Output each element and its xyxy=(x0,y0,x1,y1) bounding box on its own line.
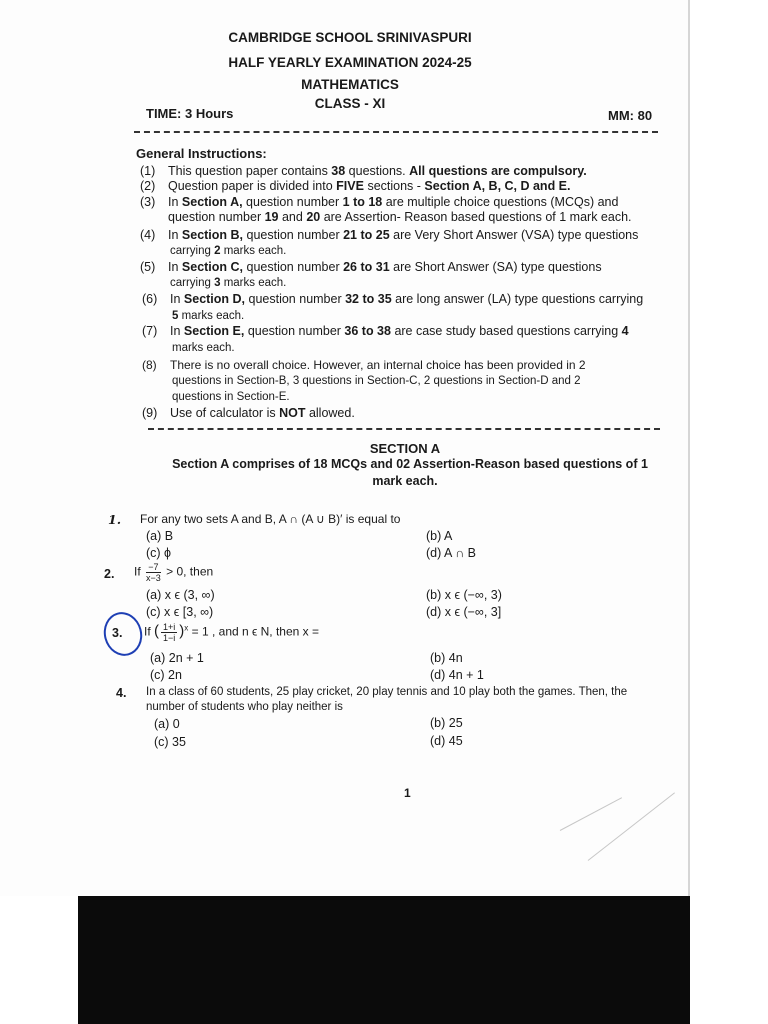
question-2-text: If $\frac{-7}{x-3}$ > 0, then xyxy=(134,562,214,583)
question-number: 4. xyxy=(116,686,127,700)
scan-artifact xyxy=(588,792,675,861)
instruction-3: (3) In Section A, question number 1 to 18 are multiple choice questions (MCQs) and xyxy=(140,195,619,209)
section-desc-cont: mark each. xyxy=(372,474,438,488)
question-number: 3. xyxy=(112,626,123,640)
instruction-5: (5) In Section C, question number 26 to 31 are Short Answer (SA) type questions xyxy=(140,260,602,274)
instruction-9: (9) Use of calculator is NOT allowed. xyxy=(142,406,355,420)
school-name: CAMBRIDGE SCHOOL SRINIVASPURI xyxy=(228,30,472,45)
q4-option-a: (a) 0 xyxy=(154,717,180,731)
instruction-8-cont2: questions in Section-E. xyxy=(172,391,290,403)
pen-circle-annotation xyxy=(99,608,147,660)
instruction-1: (1) This question paper contains 38 questions. All questions are compulsory. xyxy=(140,164,587,178)
question-4-text: In a class of 60 students, 25 play cricket, 20 play tennis and 10 play both the games. Then, the xyxy=(146,686,628,698)
q1-option-c: (c) ϕ xyxy=(146,546,172,560)
instructions-title: General Instructions: xyxy=(136,146,267,161)
time-label: TIME: 3 Hours xyxy=(146,106,234,121)
instruction-8-cont: questions in Section-B, 3 questions in Section-C, 2 questions in Section-D and 2 xyxy=(172,375,581,387)
instruction-2: (2) Question paper is divided into FIVE sections - Section A, B, C, D and E. xyxy=(140,179,571,193)
q3-option-c: (c) 2n xyxy=(150,668,182,682)
q1-option-d: (d) A ∩ B xyxy=(426,546,476,560)
q4-option-d: (d) 45 xyxy=(430,734,463,748)
scan-margin-right xyxy=(690,0,768,896)
divider-bottom xyxy=(148,428,660,430)
scan-dark-edge xyxy=(78,896,690,1024)
instruction-7-cont: marks each. xyxy=(172,342,235,354)
instruction-6: (6) In Section D, question number 32 to 35 are long answer (LA) type questions carrying xyxy=(142,292,644,306)
instruction-8: (8) There is no overall choice. However, an internal choice has been provided in 2 xyxy=(142,358,586,372)
section-title: SECTION A xyxy=(369,441,441,456)
max-marks: MM: 80 xyxy=(608,108,653,123)
q3-option-b: (b) 4n xyxy=(430,651,463,665)
exam-title: HALF YEARLY EXAMINATION 2024-25 xyxy=(228,55,472,70)
instruction-5-cont: carrying 3 marks each. xyxy=(170,277,287,289)
question-3-text: If ( $\frac{1+i}{1-i}$ )$^x$ = 1 , and n ϵ N, then x = xyxy=(144,622,320,643)
instruction-7: (7) In Section E, question number 36 to 38 are case study based questions carrying 4 xyxy=(142,324,629,338)
q2-fraction: $\frac{-7}{x-3}$ xyxy=(146,562,161,583)
q1-option-b: (b) A xyxy=(426,529,453,543)
q3-fraction: $\frac{1+i}{1-i}$ xyxy=(163,622,176,643)
question-4-text-cont: number of students who play neither is xyxy=(146,701,343,713)
divider-top xyxy=(134,131,658,133)
question-1-text: For any two sets A and B, A ∩ (A ∪ B)′ is equal to xyxy=(140,512,401,526)
q4-option-b: (b) 25 xyxy=(430,716,463,730)
q2-option-d: (d) x ϵ (−∞, 3] xyxy=(426,605,502,619)
q4-option-c: (c) 35 xyxy=(154,735,186,749)
page-number: 1 xyxy=(404,786,411,800)
q2-option-b: (b) x ϵ (−∞, 3) xyxy=(426,588,502,602)
q2-option-a: (a) x ϵ (3, ∞) xyxy=(146,588,215,602)
instruction-3-cont: question number 19 and 20 are Assertion- Reason based questions of 1 mark each. xyxy=(168,210,632,224)
question-number: 1. xyxy=(108,512,122,527)
q2-option-c: (c) x ϵ [3, ∞) xyxy=(146,605,214,619)
q3-option-a: (a) 2n + 1 xyxy=(150,651,204,665)
instruction-4: (4) In Section B, question number 21 to 25 are Very Short Answer (VSA) type questions xyxy=(140,228,639,242)
section-desc: Section A comprises of 18 MCQs and 02 Assertion-Reason based questions of 1 xyxy=(172,457,648,471)
question-number: 2. xyxy=(104,567,115,581)
instruction-4-cont: carrying 2 marks each. xyxy=(170,245,287,257)
q1-option-a: (a) B xyxy=(146,529,174,543)
q3-option-d: (d) 4n + 1 xyxy=(430,668,484,682)
subject-title: MATHEMATICS xyxy=(301,77,399,92)
scan-artifact xyxy=(560,797,622,831)
class-title: CLASS - XI xyxy=(314,96,386,111)
instruction-6-cont: 5 marks each. xyxy=(172,310,245,322)
scan-margin-bottom-left xyxy=(0,896,78,1024)
